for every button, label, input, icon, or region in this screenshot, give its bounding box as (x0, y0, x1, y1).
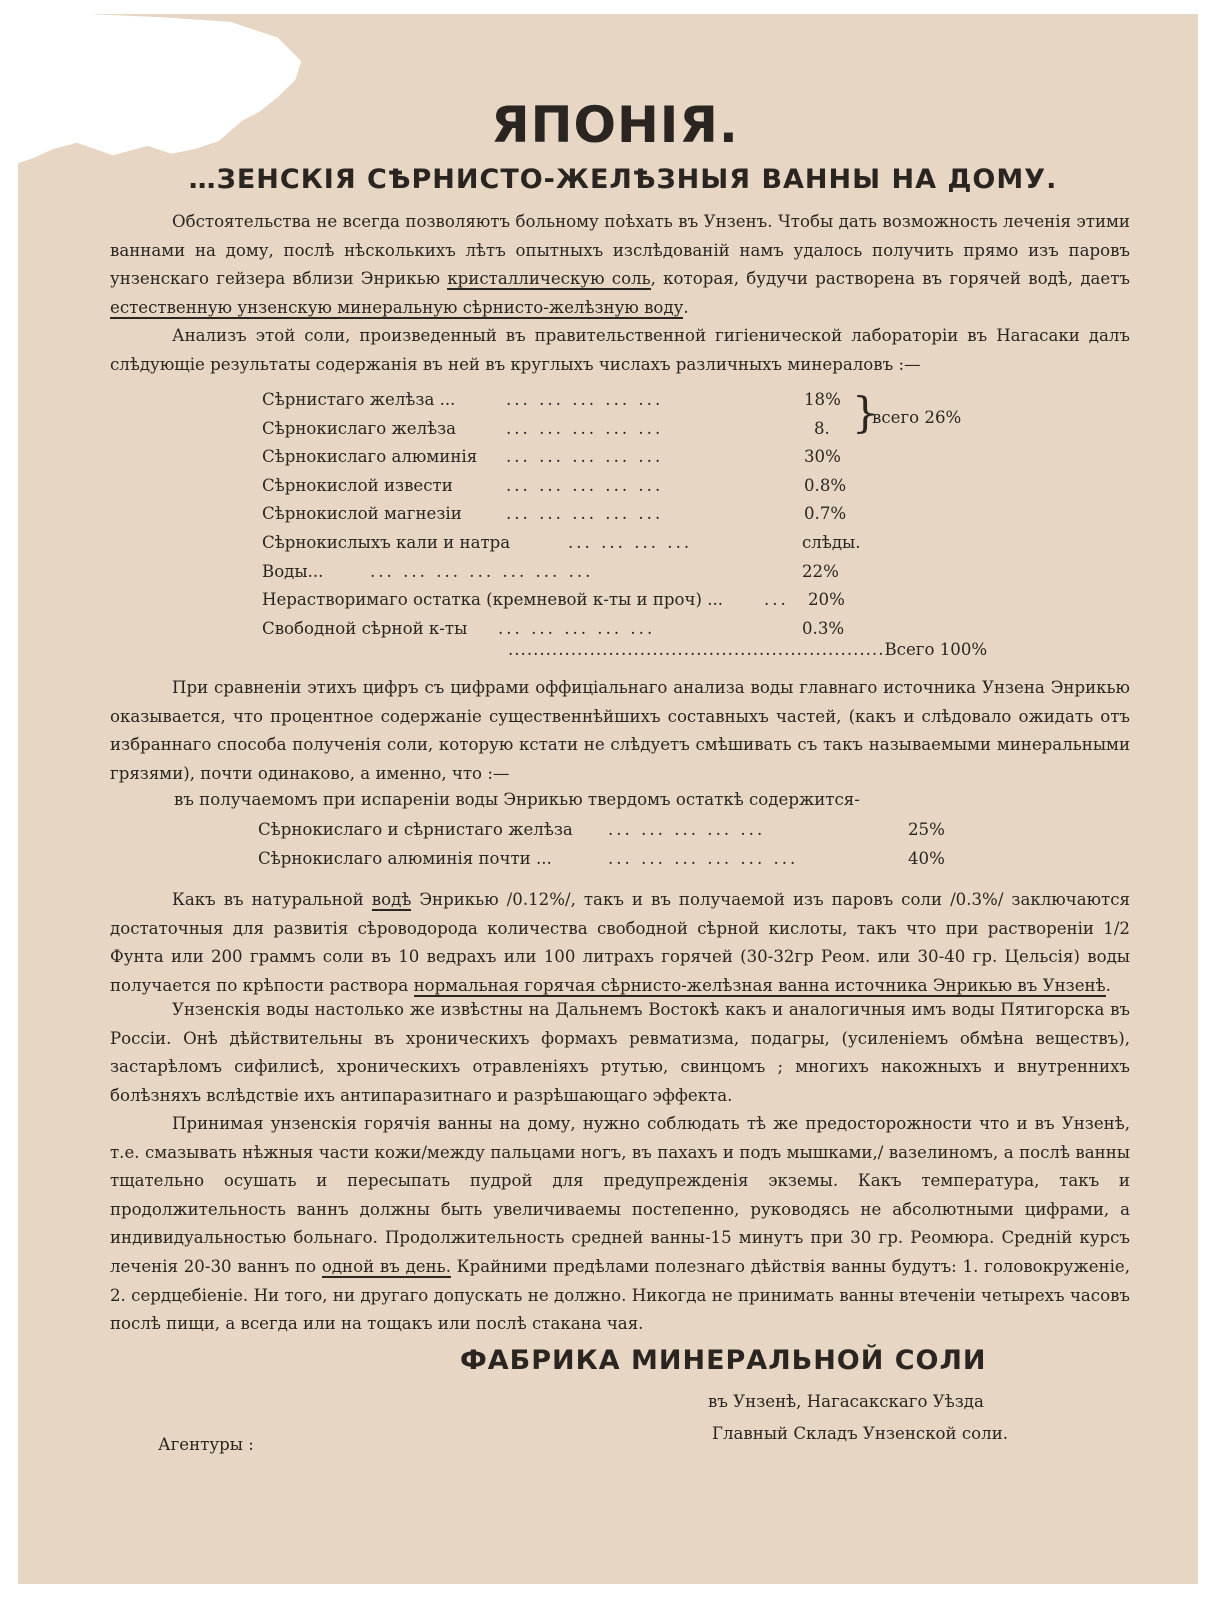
mineral-name: Сѣрнокислаго алюминія (262, 447, 478, 467)
paragraph-natural-water (110, 886, 1130, 1000)
comparison-row (258, 845, 958, 874)
composition-row (262, 415, 882, 444)
grand-total-line (508, 640, 987, 659)
paragraph-comparison: При сравненіи этихъ цифръ съ цифрами оффиціальнаго анализа воды главнаго источника Унзена Энрикью оказывается, что процентное содержаніе существеннѣйшихъ составныхъ частей, (какъ и слѣдовало ожидать отъ избраннаго способа полученія соли, которую кстати не слѣдуетъ смѣшивать съ такъ называемыми минеральными грязями), почти одинаково, а именно, что :— (110, 678, 1130, 783)
mineral-value: 22% (802, 561, 839, 581)
water-text: Какъ въ натуральной (172, 890, 372, 909)
leader-dots: ... ... ... ... ... (506, 418, 664, 438)
mineral-name: Сѣрнокислаго алюминія почти ... (258, 848, 552, 868)
composition-table (262, 386, 882, 643)
paragraph-analysis: Анализъ этой соли, произведенный въ правительственной гигіенической лабораторіи въ Нагасаки далъ слѣдующіе результаты содержанія въ ней въ круглыхъ числахъ различныхъ минераловъ :— (110, 326, 1130, 374)
brace-iron: } (852, 388, 879, 437)
mineral-value: 0.8% (804, 475, 847, 495)
leader-dots: ... ... ... ... ... (608, 820, 766, 839)
mineral-value: 40% (908, 848, 945, 868)
mineral-value: слѣды. (802, 532, 861, 552)
grand-total: Всего 100% (884, 640, 988, 659)
intro-text-end: . (683, 297, 689, 317)
composition-row (262, 443, 882, 472)
composition-row (262, 529, 882, 558)
leader-dots: ... (764, 590, 789, 610)
paragraph-far-east: Унзенскія воды настолько же извѣстны на Дальнемъ Востокѣ какъ и аналогичныя имъ воды Пятигорска въ Россіи. Онѣ дѣйствительны въ хроническихъ формахъ ревматизма, подагры, (усиленіемъ обмѣна веществъ), застарѣломъ сифилисѣ, хроническихъ отравленіяхъ ртутью, свинцомъ ; многихъ накожныхъ и внутреннихъ болѣзняхъ вслѣдствіе ихъ антипаразитнаго и разрѣшающаго эффекта. (110, 1000, 1130, 1105)
mineral-value: 8. (814, 418, 830, 438)
mineral-value: 18% (804, 390, 841, 409)
precautions-text-end: Крайними предѣлами полезнаго дѣйствія ванны будутъ: 1. головокруженіе, 2. сердцебіеніе. Ни того, ни другаго допускать не должно. Никогда не принимать ванны втеченіи четырехъ часовъ послѣ пищи, а всегда или на тощакъ или послѣ стакана чая. (110, 1256, 1130, 1334)
mineral-name: Сѣрнокислой извести (262, 475, 453, 495)
leader-dots: ... ... ... ... ... (506, 504, 664, 524)
precautions-text: Принимая унзенскія горячія ванны на дому, нужно соблюдать тѣ же предосторожности что и въ Унзенѣ, т.е. смазывать нѣжныя части кожи/между пальцами ногъ, въ пахахъ и подъ мышками,/ вазелиномъ, а послѣ ванны тщательно осушать и пересыпать пудрой для предупрежденія экземы. Какъ температура, такъ и продолжительность ваннъ должны быть увеличиваемы постепенно, руководясь не абсолютными цифрами, а индивидуальностью больнаго. Продолжительность средней ванны-15 минутъ при 30 гр. Реомюра. Средній курсъ леченія 20-30 ваннъ по (110, 1114, 1130, 1276)
intro-text-mid: , которая, будучи растворена въ горячей водѣ, даетъ (650, 269, 1130, 289)
mineral-name: Сѣрнокислыхъ кали и натра (262, 532, 511, 552)
underlined-natural-water: естественную унзенскую минеральную сѣрнисто-желѣзную воду (110, 297, 684, 317)
grand-total-dots: ............................................................ (508, 640, 885, 659)
leader-dots: ... ... ... ... ... (498, 618, 656, 638)
leader-dots: ... ... ... ... ... (506, 390, 664, 409)
composition-row (262, 586, 882, 615)
document-title: ЯПОНІЯ. (491, 96, 739, 154)
intro-text: Обстоятельства не всегда позволяютъ больному поѣхать въ Унзенъ. Чтобы дать возможность леченія этими ваннами на дому, послѣ нѣсколькихъ лѣтъ опытныхъ изслѣдованій намъ удалось получить прямо изъ паровъ унзенскаго гейзера вблизи Энрикью (110, 212, 1130, 289)
leader-dots: ... ... ... ... ... ... ... (370, 561, 594, 581)
agents-label: Агентуры : (158, 1435, 254, 1454)
composition-row (262, 558, 882, 587)
factory-name: ФАБРИКА МИНЕРАЛЬНОЙ СОЛИ (460, 1345, 987, 1376)
paragraph-intro (110, 208, 1130, 322)
mineral-name: Свободной сѣрной к-ты (262, 618, 468, 638)
composition-row (262, 472, 882, 501)
mineral-name: Сѣрнокислой магнезіи (262, 504, 462, 524)
mineral-name: Сѣрнистаго желѣза ... (262, 390, 456, 409)
leader-dots: ... ... ... ... ... (506, 475, 664, 495)
underlined-water: водѣ (371, 890, 412, 909)
factory-location: въ Унзенѣ, Нагасакскаго Уѣзда (708, 1392, 984, 1411)
water-text-end: . (1105, 975, 1111, 995)
iron-total: всего 26% (872, 408, 962, 427)
mineral-name: Воды... (262, 561, 324, 581)
underlined-crystal-salt: кристаллическую соль (447, 269, 651, 289)
comparison-table (258, 816, 958, 873)
composition-row (262, 386, 882, 415)
mineral-value: 0.3% (802, 618, 845, 638)
comparison-row (258, 816, 958, 845)
mineral-name: Нерастворимаго остатка (кремневой к-ты и проч) ... (262, 590, 724, 610)
water-text-mid: Энрикью /0.12%/, такъ и въ получаемой изъ паровъ соли /0.3%/ заключаются достаточныя для развитія сѣроводорода количества свободной сѣрной кислоты, такъ что при раствореніи 1/2 Фунта или 200 граммъ соли въ 10 ведрахъ или 100 литрахъ горячей (30-32гр Реом. или 30-40 гр. Цельсія) воды получается по крѣпости раствора (110, 890, 1130, 995)
composition-row (262, 500, 882, 529)
leader-dots: ... ... ... ... ... ... (608, 848, 799, 868)
leader-dots: ... ... ... ... (568, 532, 693, 552)
document-subtitle: …ЗЕНСКІЯ СѢРНИСТО-ЖЕЛѢЗНЫЯ ВАННЫ НА ДОМУ. (188, 164, 1058, 195)
mineral-value: 0.7% (804, 504, 847, 524)
underlined-once-a-day: одной въ день. (321, 1256, 451, 1276)
leader-dots: ... ... ... ... ... (506, 447, 664, 467)
comparison-intro: въ получаемомъ при испареніи воды Энрикью твердомъ остаткѣ содержится- (174, 790, 860, 809)
mineral-value: 20% (808, 590, 845, 610)
mineral-name: Сѣрнокислаго желѣза (262, 418, 457, 438)
mineral-value: 30% (804, 447, 841, 467)
mineral-name: Сѣрнокислаго и сѣрнистаго желѣза (258, 820, 573, 839)
underlined-normal-bath: нормальная горячая сѣрнисто-желѣзная ванна источника Энрикью въ Унзенѣ (413, 975, 1106, 995)
mineral-value: 25% (908, 820, 945, 839)
paragraph-precautions (110, 1110, 1130, 1339)
factory-warehouse: Главный Складъ Унзенской соли. (712, 1424, 1009, 1443)
